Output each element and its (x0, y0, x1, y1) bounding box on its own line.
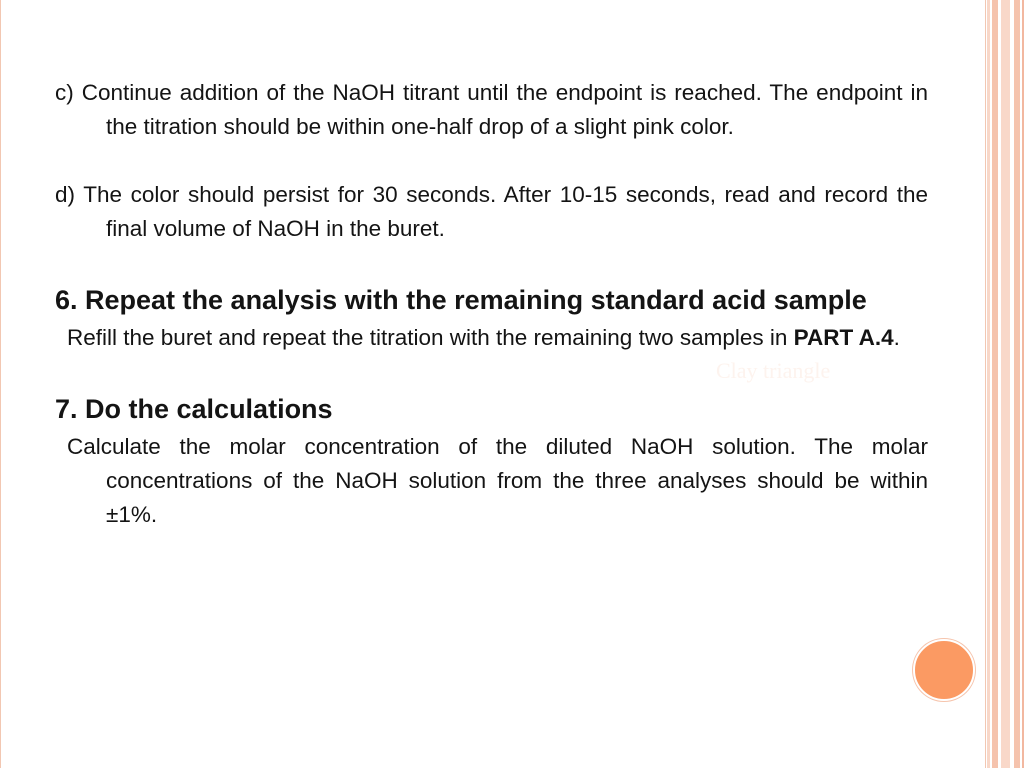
stripe (992, 0, 998, 768)
paragraph-c: c) Continue addition of the NaOH titrant until the endpoint is reached. The endpoint in the titration should be within one-half drop of a slight pink color. (55, 80, 928, 139)
stripe (1014, 0, 1020, 768)
stripe (1001, 0, 1010, 768)
stripe (987, 0, 990, 768)
step6-body-end: . (893, 325, 900, 350)
step7-heading: 7. Do the calculations (55, 394, 333, 424)
part-reference: PART A.4 (793, 325, 894, 350)
slide-content (55, 76, 928, 532)
step6-body (55, 321, 928, 355)
decorative-circle (913, 639, 975, 701)
step6-heading: 6. Repeat the analysis with the remaining standard acid sample (55, 285, 867, 315)
step7-body: Calculate the molar concentration of the diluted NaOH solution. The molar concentrations of the NaOH solution from the three analyses should be within ±1%. (67, 434, 928, 527)
paragraph-d: d) The color should persist for 30 seconds. After 10-15 seconds, read and record the final volume of NaOH in the buret. (55, 182, 928, 241)
decorative-stripes (986, 0, 1024, 768)
step6-body-text: Refill the buret and repeat the titration with the remaining two samples in (67, 325, 794, 350)
faint-watermark-text: Clay triangle (716, 358, 831, 383)
